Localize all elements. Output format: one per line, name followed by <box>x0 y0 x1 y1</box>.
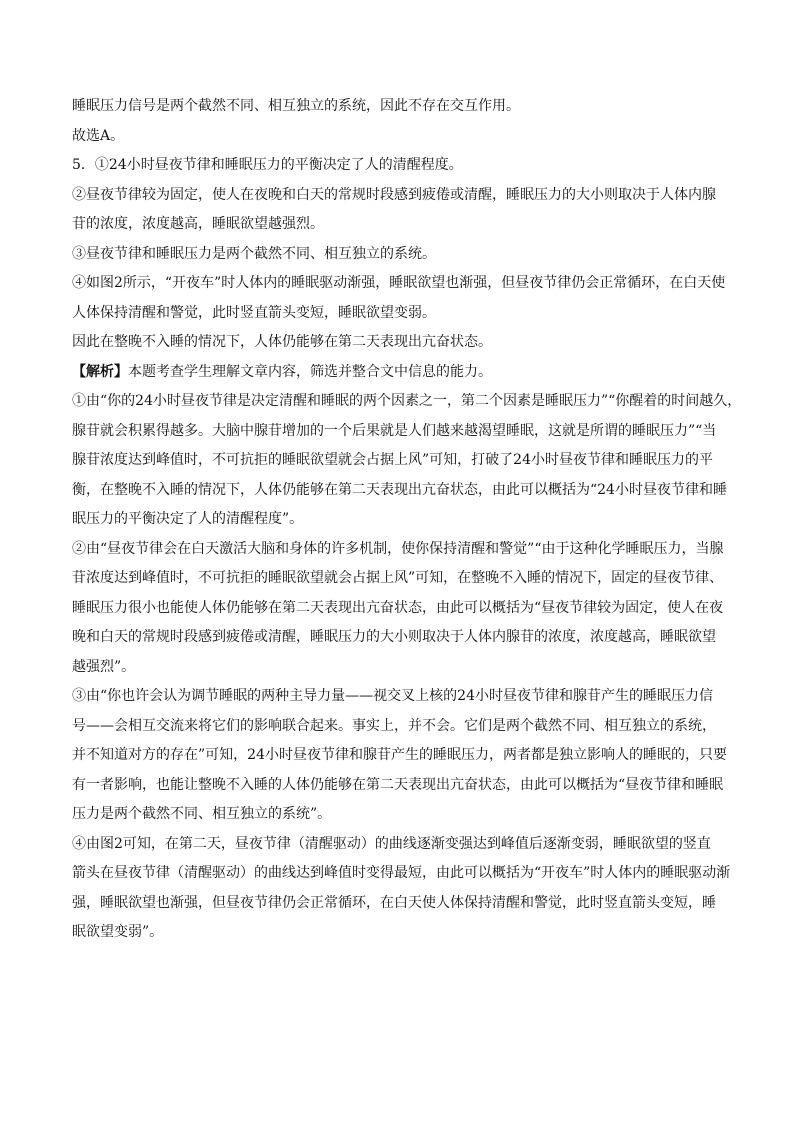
paragraph <box>72 127 722 145</box>
text-line: ③由“你也许会认为调节睡眠的两种主导力量——视交叉上核的24小时昼夜节律和腺苷产生的睡眠压力信 <box>72 688 713 704</box>
text-line: 睡眠压力很小也能使人体仍能够在第二天表现出亢奋状态，由此可以概括为“昼夜节律较为固定，使人在夜 <box>72 599 724 616</box>
text-line: 睡眠压力信号是两个截然不同、相互独立的系统，因此不存在交互作用。 <box>72 98 520 114</box>
text-line: 【解析】本题考查学生理解文章内容，筛选并整合文中信息的能力。 <box>72 363 492 380</box>
text-line: 人体保持清醒和警觉，此时竖直箭头变短，睡眠欲望变弱。 <box>72 304 436 321</box>
text-line: ④由图2可知，在第二天，昼夜节律（清醒驱动）的曲线逐渐变强达到峰值后逐渐变弱，睡眠欲望的竖直 <box>72 835 711 852</box>
text-line: ②由“昼夜节律会在白天激活大脑和身体的许多机制，使你保持清醒和警觉”“由于这种化学睡眠压力，当腺 <box>72 540 724 557</box>
text-line: 衡，在整晚不入睡的情况下，人体仍能够在第二天表现出亢奋状态，由此可以概括为“24小时昼夜节律和睡 <box>72 481 727 498</box>
paragraph <box>72 363 722 381</box>
text-line: 箭头在昼夜节律（清醒驱动）的曲线达到峰值时变得最短，由此可以概括为“开夜车”时人体内的睡眠驱动渐 <box>72 865 731 881</box>
text-line: 有一者影响，也能让整晚不入睡的人体仍能够在第二天表现出亢奋状态，由此可以概括为“昼夜节律和睡眠 <box>72 776 724 793</box>
paragraph <box>72 540 722 676</box>
text-line: ③昼夜节律和睡眠压力是两个截然不同、相互独立的系统。 <box>72 245 436 262</box>
text-line: 因此在整晚不入睡的情况下，人体仍能够在第二天表现出亢奋状态。 <box>72 334 492 350</box>
text-line: 故选A。 <box>72 127 125 144</box>
paragraph <box>72 333 722 351</box>
paragraph <box>72 97 722 115</box>
paragraph <box>72 274 726 322</box>
paragraph <box>72 156 722 174</box>
text-line: 越强烈”。 <box>72 658 136 675</box>
text-line: 苷的浓度，浓度越高，睡眠欲望越强烈。 <box>72 216 324 232</box>
text-line: ①由“你的24小时昼夜节律是决定清醒和睡眠的两个因素之一，第二个因素是睡眠压力”“你醒着的时间越久， <box>72 393 742 409</box>
text-line: 眠欲望变弱”。 <box>72 924 164 940</box>
paragraph <box>72 186 722 234</box>
text-line: 5．①24小时昼夜节律和睡眠压力的平衡决定了人的清醒程度。 <box>72 157 463 173</box>
text-line: 强，睡眠欲望也渐强，但昼夜节律仍会正常循环，在白天使人体保持清醒和警觉，此时竖直箭头变短，睡 <box>72 894 716 911</box>
text-line: 腺苷浓度达到峰值时，不可抗拒的睡眠欲望就会占据上风”可知，打破了24小时昼夜节律和睡眠压力的平 <box>72 452 713 468</box>
text-line: 压力是两个截然不同、相互独立的系统”。 <box>72 806 332 822</box>
paragraph <box>72 392 742 528</box>
text-line: 号——会相互交流来将它们的影响联合起来。事实上，并不会。它们是两个截然不同、相互独立的系统， <box>72 717 716 734</box>
analysis-label: 【解析】 <box>72 363 128 380</box>
document-body <box>72 97 742 941</box>
text-line: 眠压力的平衡决定了人的清醒程度”。 <box>72 511 304 527</box>
text-line: 并不知道对方的存在”可知，24小时昼夜节律和腺苷产生的睡眠压力，两者都是独立影响人的睡眠的，只要 <box>72 747 727 763</box>
text-line: 苷浓度达到峰值时，不可抗拒的睡眠欲望就会占据上风”可知，在整晚不入睡的情况下，固定的昼夜节律、 <box>72 570 724 586</box>
text-line: ②昼夜节律较为固定，使人在夜晚和白天的常规时段感到疲倦或清醒，睡眠压力的大小则取决于人体内腺 <box>72 186 716 203</box>
text-line: 晚和白天的常规时段感到疲倦或清醒，睡眠压力的大小则取决于人体内腺苷的浓度，浓度越高，睡眠欲望 <box>72 629 716 645</box>
text-line: 腺苷就会积累得越多。大脑中腺苷增加的一个后果就是人们越来越渴望睡眠，这就是所谓的睡眠压力”“当 <box>72 422 717 439</box>
document-page <box>72 97 742 941</box>
paragraph <box>72 835 731 942</box>
paragraph <box>72 245 722 263</box>
paragraph <box>72 687 727 823</box>
text-line: ④如图2所示，“开夜车”时人体内的睡眠驱动渐强，睡眠欲望也渐强，但昼夜节律仍会正常循环，在白天使 <box>72 275 726 291</box>
